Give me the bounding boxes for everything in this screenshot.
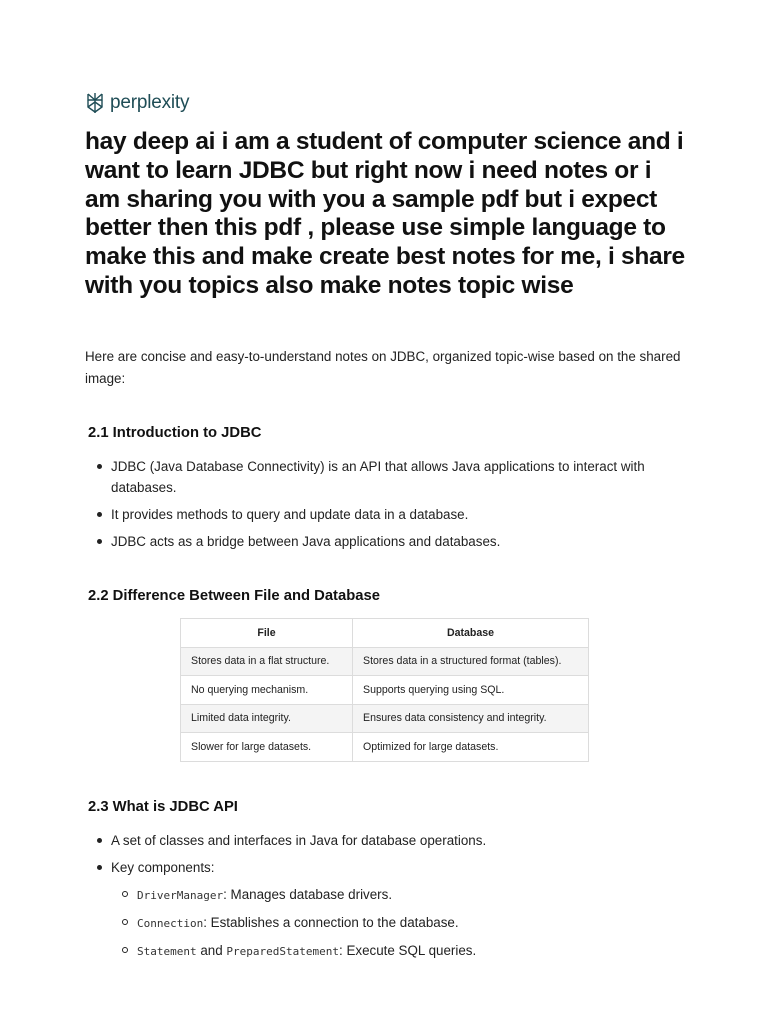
table-header-file: File	[181, 619, 353, 648]
table-cell: Slower for large datasets.	[181, 733, 353, 762]
sub-list-item	[111, 912, 685, 934]
perplexity-wordmark: perplexity	[110, 92, 190, 113]
code-inline: Connection	[137, 917, 204, 930]
code-inline: Statement	[137, 945, 197, 958]
key-components-list	[111, 884, 685, 962]
section-heading-difference: 2.2 Difference Between File and Database	[88, 588, 380, 604]
list-item: A set of classes and interfaces in Java for database operations.	[95, 830, 685, 851]
list-item-key-components	[95, 857, 685, 962]
table-header-row	[181, 619, 589, 648]
question-title: hay deep ai i am a student of computer science and i want to learn JDBC but right now i need notes or i am sharing you with you a sample pdf but i expect better then this pdf , please use simple language to make this and make create best notes for me, i share with you topics also make notes topic wise	[85, 128, 685, 299]
list-item: It provides methods to query and update data in a database.	[95, 504, 685, 525]
sub-item-text: : Manages database drivers.	[223, 887, 393, 902]
table-cell: Optimized for large datasets.	[353, 733, 589, 762]
answer-intro: Here are concise and easy-to-understand notes on JDBC, organized topic-wise based on the shared image:	[85, 349, 681, 386]
table-header-database: Database	[353, 619, 589, 648]
table-cell: Supports querying using SQL.	[353, 676, 589, 705]
table-row	[181, 647, 589, 676]
sub-item-text: : Establishes a connection to the database.	[203, 915, 459, 930]
jdbc-api-bullet-list	[95, 830, 685, 968]
section-heading-intro: 2.1 Introduction to JDBC	[88, 425, 262, 441]
section-heading-jdbc-api: 2.3 What is JDBC API	[88, 799, 238, 815]
list-item: JDBC (Java Database Connectivity) is an API that allows Java applications to interact with databases.	[95, 456, 685, 498]
perplexity-logo-icon	[85, 92, 105, 114]
list-item-label: Key components:	[111, 860, 215, 875]
sub-item-text: and	[196, 943, 227, 958]
file-vs-database-table	[180, 618, 589, 762]
table-row	[181, 704, 589, 733]
sub-list-item	[111, 884, 685, 906]
table-cell: Stores data in a structured format (tables).	[353, 647, 589, 676]
table-cell: Limited data integrity.	[181, 704, 353, 733]
list-item: JDBC acts as a bridge between Java applications and databases.	[95, 531, 685, 552]
intro-bullet-list	[95, 456, 685, 558]
table-row	[181, 676, 589, 705]
table-cell: Ensures data consistency and integrity.	[353, 704, 589, 733]
table-cell: No querying mechanism.	[181, 676, 353, 705]
code-inline: DriverManager	[137, 889, 224, 902]
table-cell: Stores data in a flat structure.	[181, 647, 353, 676]
perplexity-logo	[85, 90, 189, 116]
code-inline: PreparedStatement	[226, 945, 339, 958]
table-row	[181, 733, 589, 762]
sub-item-text: : Execute SQL queries.	[339, 943, 477, 958]
sub-list-item	[111, 940, 685, 962]
